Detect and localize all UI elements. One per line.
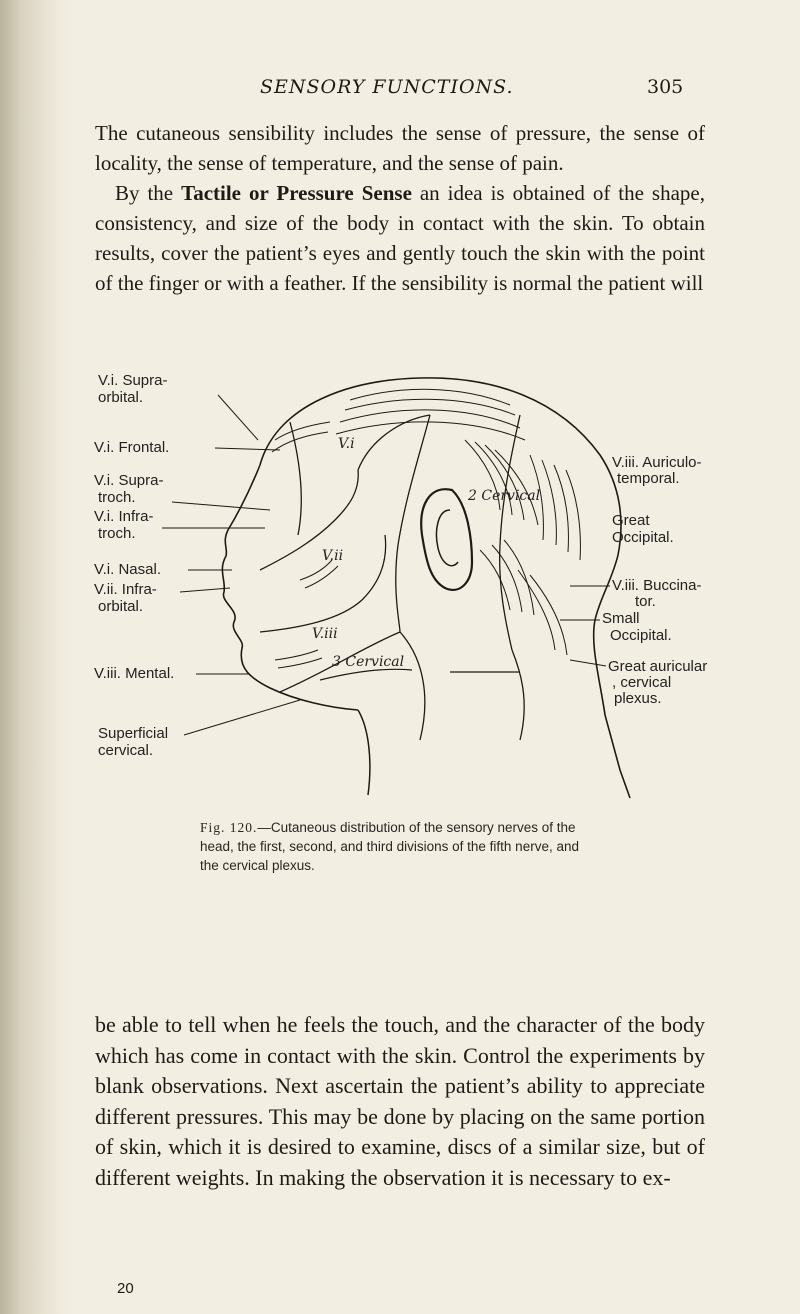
paragraph-tactile-sense xyxy=(95,178,705,298)
signature-mark: 20 xyxy=(117,1280,134,1297)
paragraph-prefix: By the xyxy=(115,181,182,205)
region-line-v1-v2 xyxy=(260,470,358,570)
leader-supra-troch xyxy=(172,502,270,510)
ear-outer xyxy=(421,489,472,590)
label-supra-troch-1: V.i. Supra- xyxy=(94,472,164,489)
region-line-temporal xyxy=(396,415,430,632)
label-infra-orbital-2: orbital. xyxy=(98,598,144,615)
label-supra-orbital-2: orbital. xyxy=(98,389,144,406)
label-buccinator-2: tor. xyxy=(635,593,656,610)
region-line-occipital xyxy=(500,415,520,650)
ear-inner xyxy=(437,510,459,566)
handwritten-label-v1: V.i xyxy=(338,436,355,452)
region-line-lower-neck xyxy=(320,669,412,680)
label-mental: V.iii. Mental. xyxy=(94,665,175,682)
caption-text: —Cutaneous distribution of the sensory nerves of the head, the first, second, and third divisions of the fifth nerve, and the cervical plexus. xyxy=(200,820,579,873)
label-superficial-cervical-1: Superficial xyxy=(98,725,169,742)
label-infra-troch-1: V.i. Infra- xyxy=(94,508,154,525)
handwritten-label-v2: V.ii xyxy=(322,548,344,564)
label-auriculo-temporal-1: V.iii. Auriculo- xyxy=(612,454,702,471)
paragraph-continuation: an idea is obtained of the shape, consistency, and size of the body in contact with the skin. To obtain results, cover the patient’s eyes and gently touch the skin with the point of the finger or with a feather. If the sensibility is normal the patient will xyxy=(95,181,705,295)
label-small-occipital-1: Small xyxy=(602,610,640,627)
label-great-auricular-1: Great auricular xyxy=(608,658,708,675)
figure-120 xyxy=(94,370,750,800)
leader-frontal xyxy=(215,448,280,450)
label-nasal: V.i. Nasal. xyxy=(94,561,161,578)
label-great-auricular-3: plexus. xyxy=(614,690,662,707)
label-buccinator-1: V.iii. Buccina- xyxy=(612,577,702,594)
body-text-bottom xyxy=(95,1010,705,1193)
paragraph-cutaneous-sensibility: The cutaneous sensibility includes the sense of pressure, the sense of locality, the sense of temperature, and the sense of pain. xyxy=(95,121,705,175)
face-profile xyxy=(222,465,358,710)
label-frontal: V.i. Frontal. xyxy=(94,439,170,456)
label-great-occipital-2: Occipital. xyxy=(612,529,674,546)
label-small-occipital-2: Occipital. xyxy=(610,627,672,644)
label-great-auricular-2: , cervical xyxy=(612,674,672,691)
handwritten-label-cervical-2: 2 Cervical xyxy=(468,488,541,504)
handwritten-label-v3: V.iii xyxy=(312,626,338,642)
page-header xyxy=(0,76,800,100)
body-text-top xyxy=(95,118,705,298)
figure-caption xyxy=(200,818,600,875)
leader-infra-orbital xyxy=(180,588,230,592)
head-nerve-diagram xyxy=(94,370,750,800)
label-supra-troch-2: troch. xyxy=(98,489,136,506)
paragraph-continued: be able to tell when he feels the touch, and the character of the body which has come in contact with the skin. Control the experiments by blank observations. Next ascertain the patient’s ability to appreciate different pressures. This may be done by placing on the same portion of skin, which it is desired to examine, discs of a similar size, but of different weights. In making the observation it is necessary to ex- xyxy=(95,1012,705,1190)
page-number: 305 xyxy=(647,76,684,98)
leader-great-auricular xyxy=(570,660,606,666)
region-line-neck xyxy=(400,632,425,740)
running-head: SENSORY FUNCTIONS. xyxy=(260,76,514,98)
label-supra-orbital-1: V.i. Supra- xyxy=(98,372,168,389)
bold-term-tactile-pressure-sense: Tactile or Pressure Sense xyxy=(181,181,412,205)
label-infra-orbital-1: V.ii. Infra- xyxy=(94,581,157,598)
label-infra-troch-2: troch. xyxy=(98,525,136,542)
caption-figure-number: Fig. 120. xyxy=(200,820,258,835)
label-auriculo-temporal-2: temporal. xyxy=(617,470,680,487)
neck-front xyxy=(358,710,370,795)
handwritten-label-cervical-3: 3 Cervical xyxy=(332,654,405,670)
leader-superficial-cervical xyxy=(184,700,300,735)
region-line-cervical xyxy=(512,650,524,740)
leader-supra-orbital xyxy=(218,395,258,440)
label-great-occipital-1: Great xyxy=(612,512,650,529)
label-superficial-cervical-2: cervical. xyxy=(98,742,154,759)
